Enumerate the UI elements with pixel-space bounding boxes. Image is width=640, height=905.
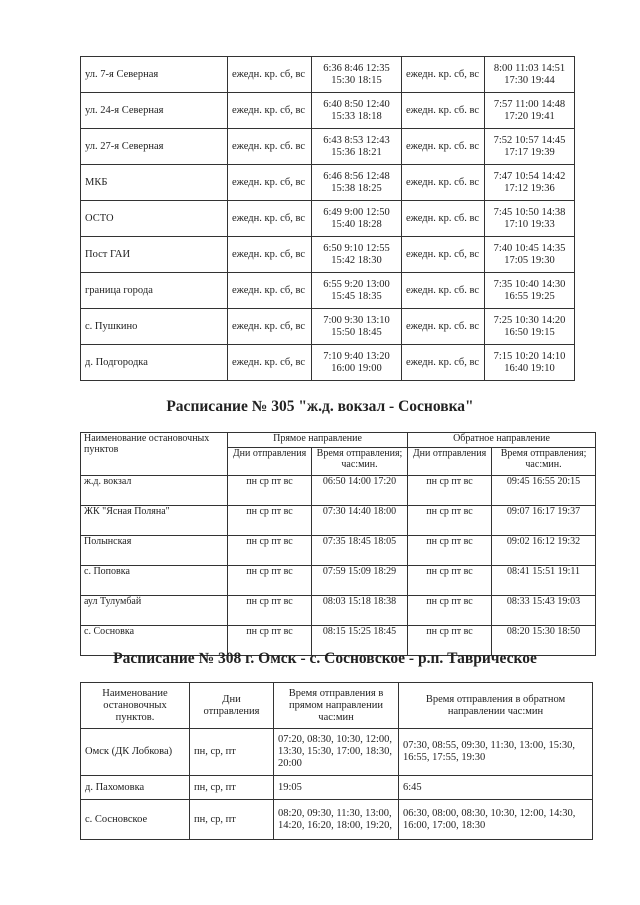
table-row	[81, 476, 596, 506]
backward-times: 7:35 10:40 14:30 16:55 19:25	[485, 273, 575, 309]
table-row	[81, 93, 575, 129]
table-row	[81, 165, 575, 201]
forward-times: 08:03 15:18 18:38	[312, 596, 408, 626]
stop-name: МКБ	[81, 165, 228, 201]
backward-times: 7:15 10:20 14:10 16:40 19:10	[485, 345, 575, 381]
column-header-forward: Прямое направление	[228, 433, 408, 448]
forward-times: 07:35 18:45 18:05	[312, 536, 408, 566]
stop-name: аул Тулумбай	[81, 596, 228, 626]
backward-times: 09:02 16:12 19:32	[492, 536, 596, 566]
column-header-forward-time: Время отправления; час:мин.	[312, 447, 408, 475]
column-header-stops: Наименование остановочных пунктов	[81, 433, 228, 476]
table-header-row	[81, 433, 596, 448]
column-header-forward-days: Дни отправления	[228, 447, 312, 475]
backward-times: 08:33 15:43 19:03	[492, 596, 596, 626]
stop-name: Полынская	[81, 536, 228, 566]
forward-days: пн ср пт вс	[228, 476, 312, 506]
days: пн, ср, пт	[190, 776, 274, 800]
schedule-308-table	[80, 682, 593, 840]
table-row	[81, 729, 593, 776]
forward-times: 6:36 8:46 12:35 15:30 18:15	[312, 57, 402, 93]
column-header-backward-time: Время отправления; час:мин.	[492, 447, 596, 475]
backward-days: ежедн. кр. сб. вс	[402, 129, 485, 165]
column-header-backward: Обратное направление	[408, 433, 596, 448]
column-header-backward: Время отправления в обратном направлении час:мин	[399, 683, 593, 729]
days: пн, ср, пт	[190, 729, 274, 776]
forward-days: пн ср пт вс	[228, 626, 312, 656]
backward-times: 7:52 10:57 14:45 17:17 19:39	[485, 129, 575, 165]
forward-times: 06:50 14:00 17:20	[312, 476, 408, 506]
forward-days: ежедн. кр. сб, вс	[228, 93, 312, 129]
stop-name: с. Сосновка	[81, 626, 228, 656]
stop-name: с. Поповка	[81, 566, 228, 596]
table-row	[81, 536, 596, 566]
backward-days: ежедн. кр. сб. вс	[402, 165, 485, 201]
table-row	[81, 57, 575, 93]
forward-times: 6:46 8:56 12:48 15:38 18:25	[312, 165, 402, 201]
backward-times: 09:07 16:17 19:37	[492, 506, 596, 536]
table-row	[81, 309, 575, 345]
backward-days: ежедн. кр. сб. вс	[402, 273, 485, 309]
forward-days: ежедн. кр. сб, вс	[228, 57, 312, 93]
stop-name: ОСТО	[81, 201, 228, 237]
backward-times: 08:41 15:51 19:11	[492, 566, 596, 596]
backward-times: 7:25 10:30 14:20 16:50 19:15	[485, 309, 575, 345]
backward-days: пн ср пт вс	[408, 596, 492, 626]
forward-days: ежедн. кр. сб, вс	[228, 273, 312, 309]
table-row	[81, 237, 575, 273]
stop-name: Омск (ДК Лобкова)	[81, 729, 190, 776]
forward-days: ежедн. кр. сб, вс	[228, 309, 312, 345]
stop-name: граница города	[81, 273, 228, 309]
backward-days: ежедн. кр. сб. вс	[402, 309, 485, 345]
forward-days: пн ср пт вс	[228, 506, 312, 536]
backward-days: пн ср пт вс	[408, 566, 492, 596]
backward-days: пн ср пт вс	[408, 626, 492, 656]
forward-times: 19:05	[274, 776, 399, 800]
schedule-308-title: Расписание № 308 г. Омск - с. Сосновское - р.п. Таврическое	[113, 650, 537, 667]
backward-days: пн ср пт вс	[408, 506, 492, 536]
backward-days: ежедн. кр. сб, вс	[402, 57, 485, 93]
table-header-row	[81, 683, 593, 729]
forward-times: 6:50 9:10 12:55 15:42 18:30	[312, 237, 402, 273]
schedule-305-title: Расписание № 305 "ж.д. вокзал - Сосновка"	[166, 398, 474, 415]
backward-days: пн ср пт вс	[408, 536, 492, 566]
backward-times: 6:45	[399, 776, 593, 800]
forward-days: ежедн. кр. сб, вс	[228, 165, 312, 201]
table-row	[81, 506, 596, 536]
schedule-table-continued	[80, 56, 575, 381]
backward-times: 7:57 11:00 14:48 17:20 19:41	[485, 93, 575, 129]
backward-times: 08:20 15:30 18:50	[492, 626, 596, 656]
backward-days: ежедн. кр. сб, вс	[402, 237, 485, 273]
stop-name: ул. 24-я Северная	[81, 93, 228, 129]
backward-days: ежедн. кр. сб, вс	[402, 345, 485, 381]
forward-times: 6:49 9:00 12:50 15:40 18:28	[312, 201, 402, 237]
backward-days: ежедн. кр. сб. вс	[402, 201, 485, 237]
stop-name: ЖК "Ясная Поляна"	[81, 506, 228, 536]
forward-times: 07:30 14:40 18:00	[312, 506, 408, 536]
forward-days: ежедн. кр. сб, вс	[228, 201, 312, 237]
backward-times: 7:40 10:45 14:35 17:05 19:30	[485, 237, 575, 273]
forward-days: ежедн. кр. сб, вс	[228, 345, 312, 381]
table-row	[81, 596, 596, 626]
forward-times: 08:20, 09:30, 11:30, 13:00, 14:20, 16:20, 18:00, 19:20,	[274, 800, 399, 840]
forward-times: 6:43 8:53 12:43 15:36 18:21	[312, 129, 402, 165]
column-header-days: Дни отправления	[190, 683, 274, 729]
stop-name: д. Пахомовка	[81, 776, 190, 800]
forward-days: ежедн. кр. сб, вс	[228, 237, 312, 273]
backward-times: 07:30, 08:55, 09:30, 11:30, 13:00, 15:30, 16:55, 17:55, 19:30	[399, 729, 593, 776]
column-header-stops: Наименование остановочных пунктов.	[81, 683, 190, 729]
table-row	[81, 201, 575, 237]
forward-times: 7:10 9:40 13:20 16:00 19:00	[312, 345, 402, 381]
forward-days: пн ср пт вс	[228, 566, 312, 596]
table-row	[81, 345, 575, 381]
stop-name: ул. 27-я Северная	[81, 129, 228, 165]
stop-name: ул. 7-я Северная	[81, 57, 228, 93]
forward-days: пн ср пт вс	[228, 596, 312, 626]
forward-times: 6:40 8:50 12:40 15:33 18:18	[312, 93, 402, 129]
backward-times: 09:45 16:55 20:15	[492, 476, 596, 506]
forward-times: 07:59 15:09 18:29	[312, 566, 408, 596]
table-row	[81, 566, 596, 596]
stop-name: Пост ГАИ	[81, 237, 228, 273]
stop-name: с. Сосновское	[81, 800, 190, 840]
backward-times: 06:30, 08:00, 08:30, 10:30, 12:00, 14:30, 16:00, 17:00, 18:30	[399, 800, 593, 840]
forward-times: 08:15 15:25 18:45	[312, 626, 408, 656]
forward-times: 7:00 9:30 13:10 15:50 18:45	[312, 309, 402, 345]
schedule-305-table	[80, 432, 596, 656]
backward-times: 8:00 11:03 14:51 17:30 19:44	[485, 57, 575, 93]
table-row	[81, 800, 593, 840]
backward-times: 7:47 10:54 14:42 17:12 19:36	[485, 165, 575, 201]
column-header-forward: Время отправления в прямом направлении час:мин	[274, 683, 399, 729]
backward-days: пн ср пт вс	[408, 476, 492, 506]
stop-name: с. Пушкино	[81, 309, 228, 345]
forward-times: 6:55 9:20 13:00 15:45 18:35	[312, 273, 402, 309]
forward-times: 07:20, 08:30, 10:30, 12:00, 13:30, 15:30, 17:00, 18:30, 20:00	[274, 729, 399, 776]
backward-times: 7:45 10:50 14:38 17:10 19:33	[485, 201, 575, 237]
stop-name: ж.д. вокзал	[81, 476, 228, 506]
table-row	[81, 776, 593, 800]
stop-name: д. Подгородка	[81, 345, 228, 381]
column-header-backward-days: Дни отправления	[408, 447, 492, 475]
backward-days: ежедн. кр. сб. вс	[402, 93, 485, 129]
days: пн, ср, пт	[190, 800, 274, 840]
forward-days: пн ср пт вс	[228, 536, 312, 566]
forward-days: ежедн. кр. сб. вс	[228, 129, 312, 165]
table-row	[81, 129, 575, 165]
table-row	[81, 273, 575, 309]
